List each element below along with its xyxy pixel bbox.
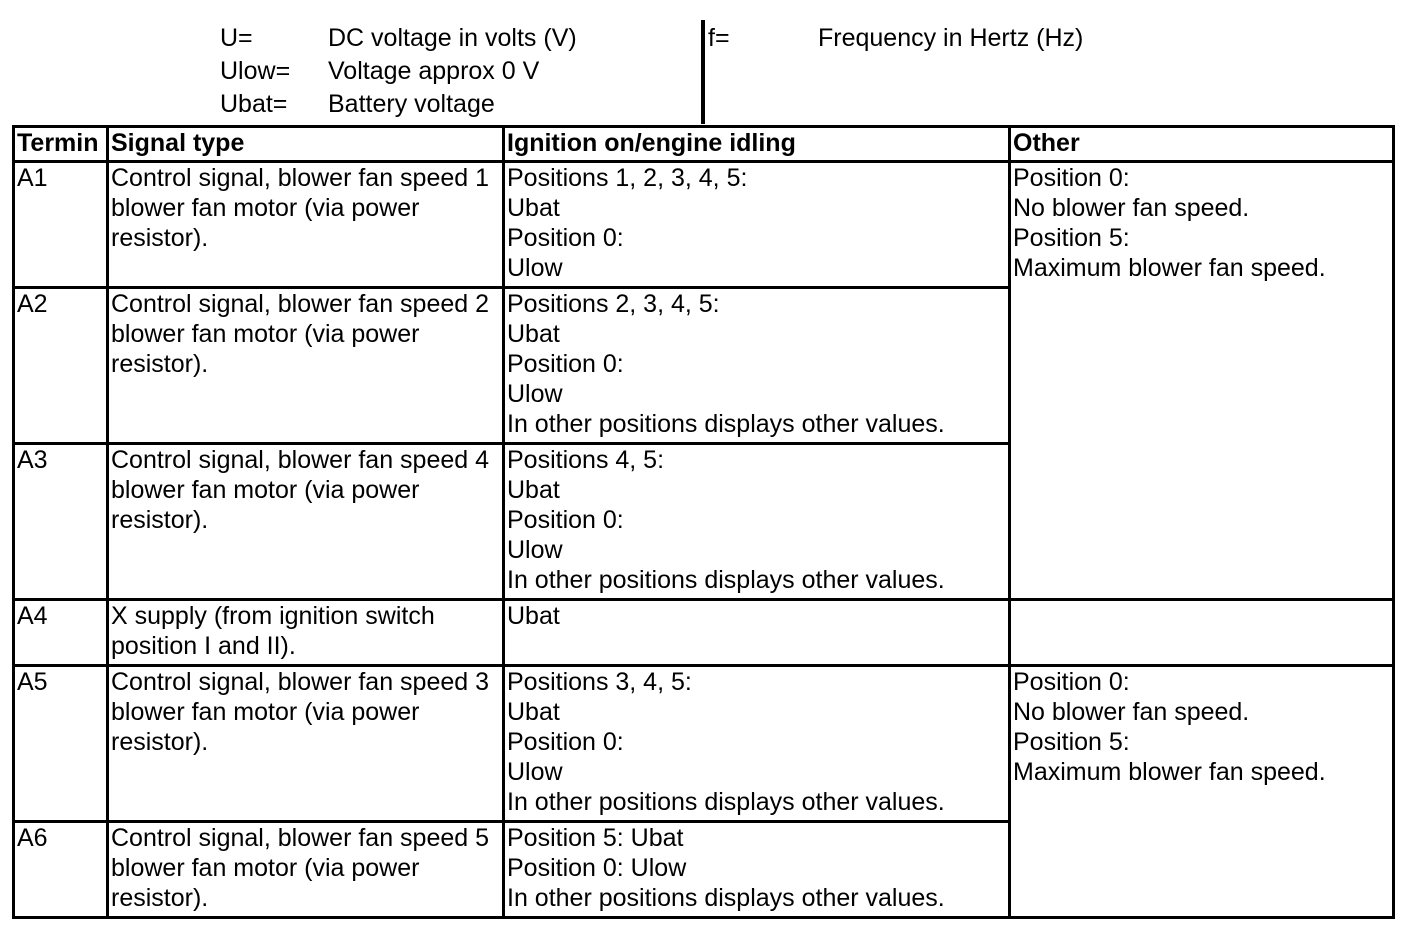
other-line: No blower fan speed.	[1013, 194, 1250, 222]
ignition-cell	[504, 822, 1010, 918]
ignition-line: In other positions displays other values.	[507, 884, 945, 912]
ignition-line: Position 0:	[507, 350, 624, 378]
ignition-line: Positions 3, 4, 5:	[507, 668, 692, 696]
other-line: No blower fan speed.	[1013, 698, 1250, 726]
signal-type-cell: X supply (from ignition switch position I and II).	[108, 600, 504, 666]
terminal-cell: A2	[14, 288, 108, 444]
ignition-cell	[504, 600, 1010, 666]
legend-description-frequency: Frequency in Hertz (Hz)	[818, 24, 1084, 52]
ignition-line: Ubat	[507, 194, 560, 222]
legend-symbol-frequency: f=	[708, 24, 730, 52]
ignition-cell	[504, 288, 1010, 444]
ignition-line: In other positions displays other values.	[507, 566, 945, 594]
ignition-line: Positions 4, 5:	[507, 446, 665, 474]
other-line: Position 5:	[1013, 728, 1130, 756]
legend-description-ubat: Battery voltage	[328, 90, 495, 118]
ignition-line: Position 0:	[507, 506, 624, 534]
table-row	[14, 600, 1394, 666]
other-cell	[1010, 666, 1394, 918]
table-row	[14, 666, 1394, 822]
table-header-row	[14, 127, 1394, 162]
other-line: Position 5:	[1013, 224, 1130, 252]
ignition-line: Position 0:	[507, 224, 624, 252]
signal-type-cell: Control signal, blower fan speed 4 blower fan motor (via power resistor).	[108, 444, 504, 600]
header-signal-type: Signal type	[108, 127, 504, 162]
terminal-cell: A5	[14, 666, 108, 822]
ignition-line: Ulow	[507, 254, 563, 282]
signal-type-cell: Control signal, blower fan speed 1 blower fan motor (via power resistor).	[108, 162, 504, 288]
ignition-line: Ubat	[507, 698, 560, 726]
ignition-line: Ulow	[507, 536, 563, 564]
ignition-cell	[504, 444, 1010, 600]
other-line: Maximum blower fan speed.	[1013, 254, 1326, 282]
ignition-line: In other positions displays other values.	[507, 410, 945, 438]
ignition-line: Ulow	[507, 758, 563, 786]
terminal-cell: A4	[14, 600, 108, 666]
signal-table	[12, 125, 1395, 919]
legend	[0, 20, 1408, 124]
terminal-cell: A3	[14, 444, 108, 600]
terminal-cell: A1	[14, 162, 108, 288]
ignition-line: Ulow	[507, 380, 563, 408]
legend-description-u: DC voltage in volts (V)	[328, 24, 577, 52]
legend-symbol-u: U=	[220, 24, 253, 52]
ignition-line: Ubat	[507, 476, 560, 504]
header-ignition: Ignition on/engine idling	[504, 127, 1010, 162]
signal-type-cell: Control signal, blower fan speed 5 blower fan motor (via power resistor).	[108, 822, 504, 918]
ignition-line: Positions 2, 3, 4, 5:	[507, 290, 720, 318]
ignition-cell	[504, 162, 1010, 288]
ignition-line: Positions 1, 2, 3, 4, 5:	[507, 164, 748, 192]
ignition-line: Ubat	[507, 602, 560, 630]
other-line: Position 0:	[1013, 668, 1130, 696]
ignition-cell	[504, 666, 1010, 822]
legend-symbol-ulow: Ulow=	[220, 57, 291, 85]
ignition-line: In other positions displays other values.	[507, 788, 945, 816]
header-terminal: Termin	[14, 127, 108, 162]
ignition-line: Ubat	[507, 320, 560, 348]
signal-type-cell: Control signal, blower fan speed 2 blower fan motor (via power resistor).	[108, 288, 504, 444]
other-cell	[1010, 162, 1394, 600]
table-row	[14, 162, 1394, 288]
ignition-line: Position 0:	[507, 728, 624, 756]
other-line: Maximum blower fan speed.	[1013, 758, 1326, 786]
terminal-cell: A6	[14, 822, 108, 918]
ignition-line: Position 5: Ubat	[507, 824, 684, 852]
header-other: Other	[1010, 127, 1394, 162]
legend-divider	[701, 20, 705, 124]
legend-description-ulow: Voltage approx 0 V	[328, 57, 540, 85]
other-cell	[1010, 600, 1394, 666]
other-line: Position 0:	[1013, 164, 1130, 192]
legend-symbol-ubat: Ubat=	[220, 90, 288, 118]
signal-type-cell: Control signal, blower fan speed 3 blower fan motor (via power resistor).	[108, 666, 504, 822]
ignition-line: Position 0: Ulow	[507, 854, 687, 882]
